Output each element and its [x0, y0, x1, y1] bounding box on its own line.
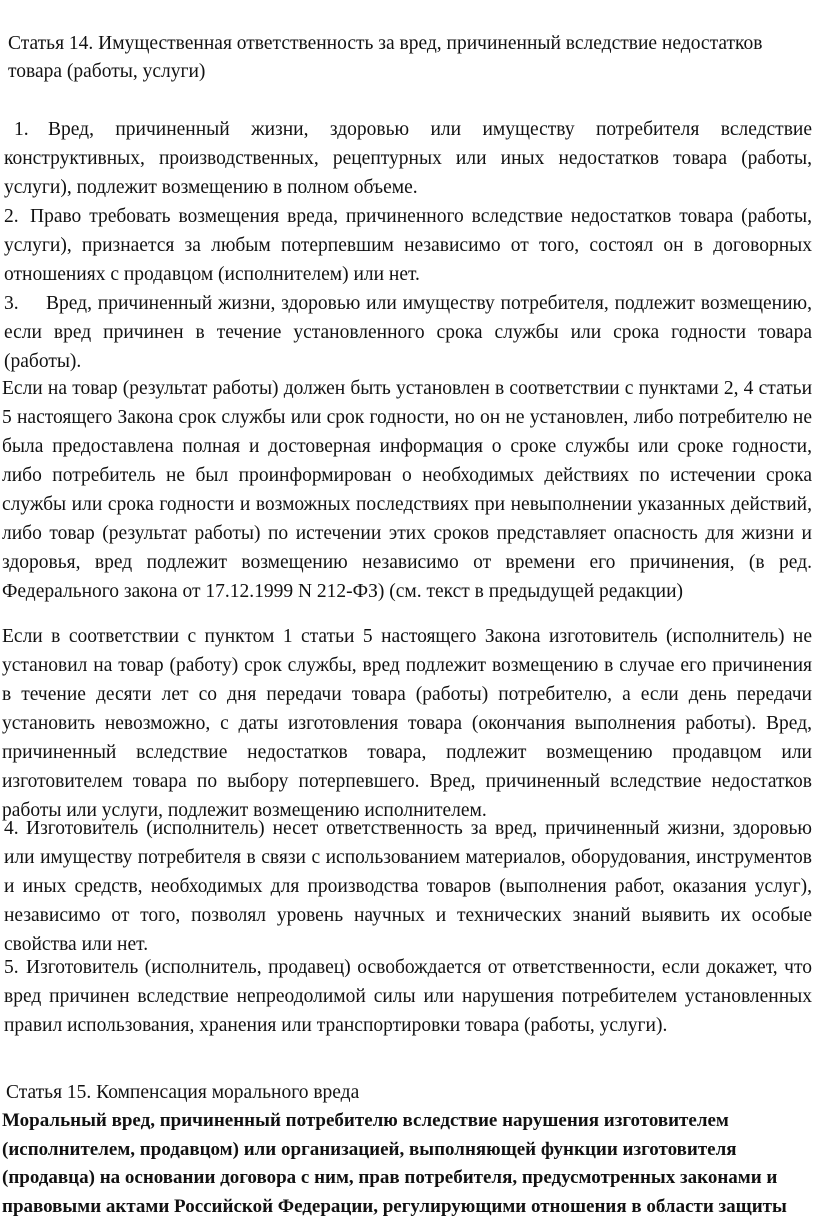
- paragraph-text: Изготовитель (исполнитель, продавец) освобождается от ответственности, если докажет, что вред причинен вследствие непреодолимой силы или нарушения потребителем установленных правил использования, хранения или транспортировки товара (работы, услуги).: [4, 957, 812, 1036]
- paragraph-text: Вред, причиненный жизни, здоровью или имуществу потребителя вследствие конструктивных, производственных, рецептурных или иных недостатков товара (работы, услуги), подлежит возмещению в полном объеме.: [4, 119, 812, 198]
- article-14-paragraph-5: [4, 953, 812, 1040]
- article-14-paragraph-3-part-3: Если в соответствии с пунктом 1 статьи 5 настоящего Закона изготовитель (исполнитель) не установил на товар (работу) срок службы, вред подлежит возмещению в случае его причинения в течение десяти лет со дня передачи товара (работы) потребителю, а если день передачи установить невозможно, с даты изготовления товара (окончания выполнения работы). Вред, причиненный вследствие недостатков товара, подлежит возмещению продавцом или изготовителем товара по выбору потерпевшего. Вред, причиненный вследствие недостатков работы или услуги, подлежит возмещению исполнителем.: [2, 626, 812, 821]
- article-14-paragraph-2: [4, 202, 812, 289]
- paragraph-number: 2.: [4, 206, 19, 227]
- paragraph-number: 3.: [4, 293, 19, 314]
- article-14-paragraph-3-part-2: Если на товар (результат работы) должен быть установлен в соответствии с пунктами 2, 4 статьи 5 настоящего Закона срок службы или срок годности, но он не установлен, либо потребителю не была предоставлена полная и достоверная информация о сроке службы или сроке годности, либо потребитель не был проинформирован о необходимых действиях по истечении срока службы или срока годности и возможных последствиях при невыполнении указанных действий, либо товар (результат работы) по истечении этих сроков представляет опасность для жизни и здоровья, вред подлежит возмещению независимо от времени его причинения, (в ред. Федерального закона от 17.12.1999 N 212-ФЗ) (см. текст в предыдущей редакции): [2, 378, 812, 602]
- paragraph-number: 1.: [14, 119, 29, 140]
- paragraph-text: Право требовать возмещения вреда, причиненного вследствие недостатков товара (работы, услуги), признается за любым потерпевшим независимо от того, состоял он в договорных отношениях с продавцом (исполнителем) или нет.: [4, 206, 812, 285]
- paragraph-number: 4.: [4, 818, 19, 839]
- article-14-paragraph-4: [4, 814, 812, 959]
- paragraph-text: Вред, причиненный жизни, здоровью или имуществу потребителя, подлежит возмещению, если вред причинен в течение установленного срока службы или срока годности товара (работы).: [4, 293, 812, 372]
- paragraph-text: Изготовитель (исполнитель) несет ответственность за вред, причиненный жизни, здоровью или имуществу потребителя в связи с использованием материалов, оборудования, инструментов и иных средств, необходимых для производства товаров (выполнения работ, оказания услуг), независимо от того, позволял уровень научных и технических знаний выявить их особые свойства или нет.: [4, 818, 812, 955]
- paragraph-number: 5.: [4, 957, 19, 978]
- article-14-title: Статья 14. Имущественная ответственность за вред, причиненный вследствие недостатков товара (работы, услуги): [8, 33, 763, 82]
- article-15-paragraph-1: Моральный вред, причиненный потребителю вследствие нарушения изготовителем (исполнителем, продавцом) или организацией, выполняющей функции изготовителя (продавца) на основании договора с ним, прав потребителя, предусмотренных законами и правовыми актами Российской Федерации, регулирующими отношения в области защиты: [2, 1110, 787, 1217]
- article-14-paragraph-1: [4, 115, 812, 202]
- article-14-paragraph-3: [4, 289, 812, 376]
- article-15-title: Статья 15. Компенсация морального вреда: [6, 1082, 360, 1103]
